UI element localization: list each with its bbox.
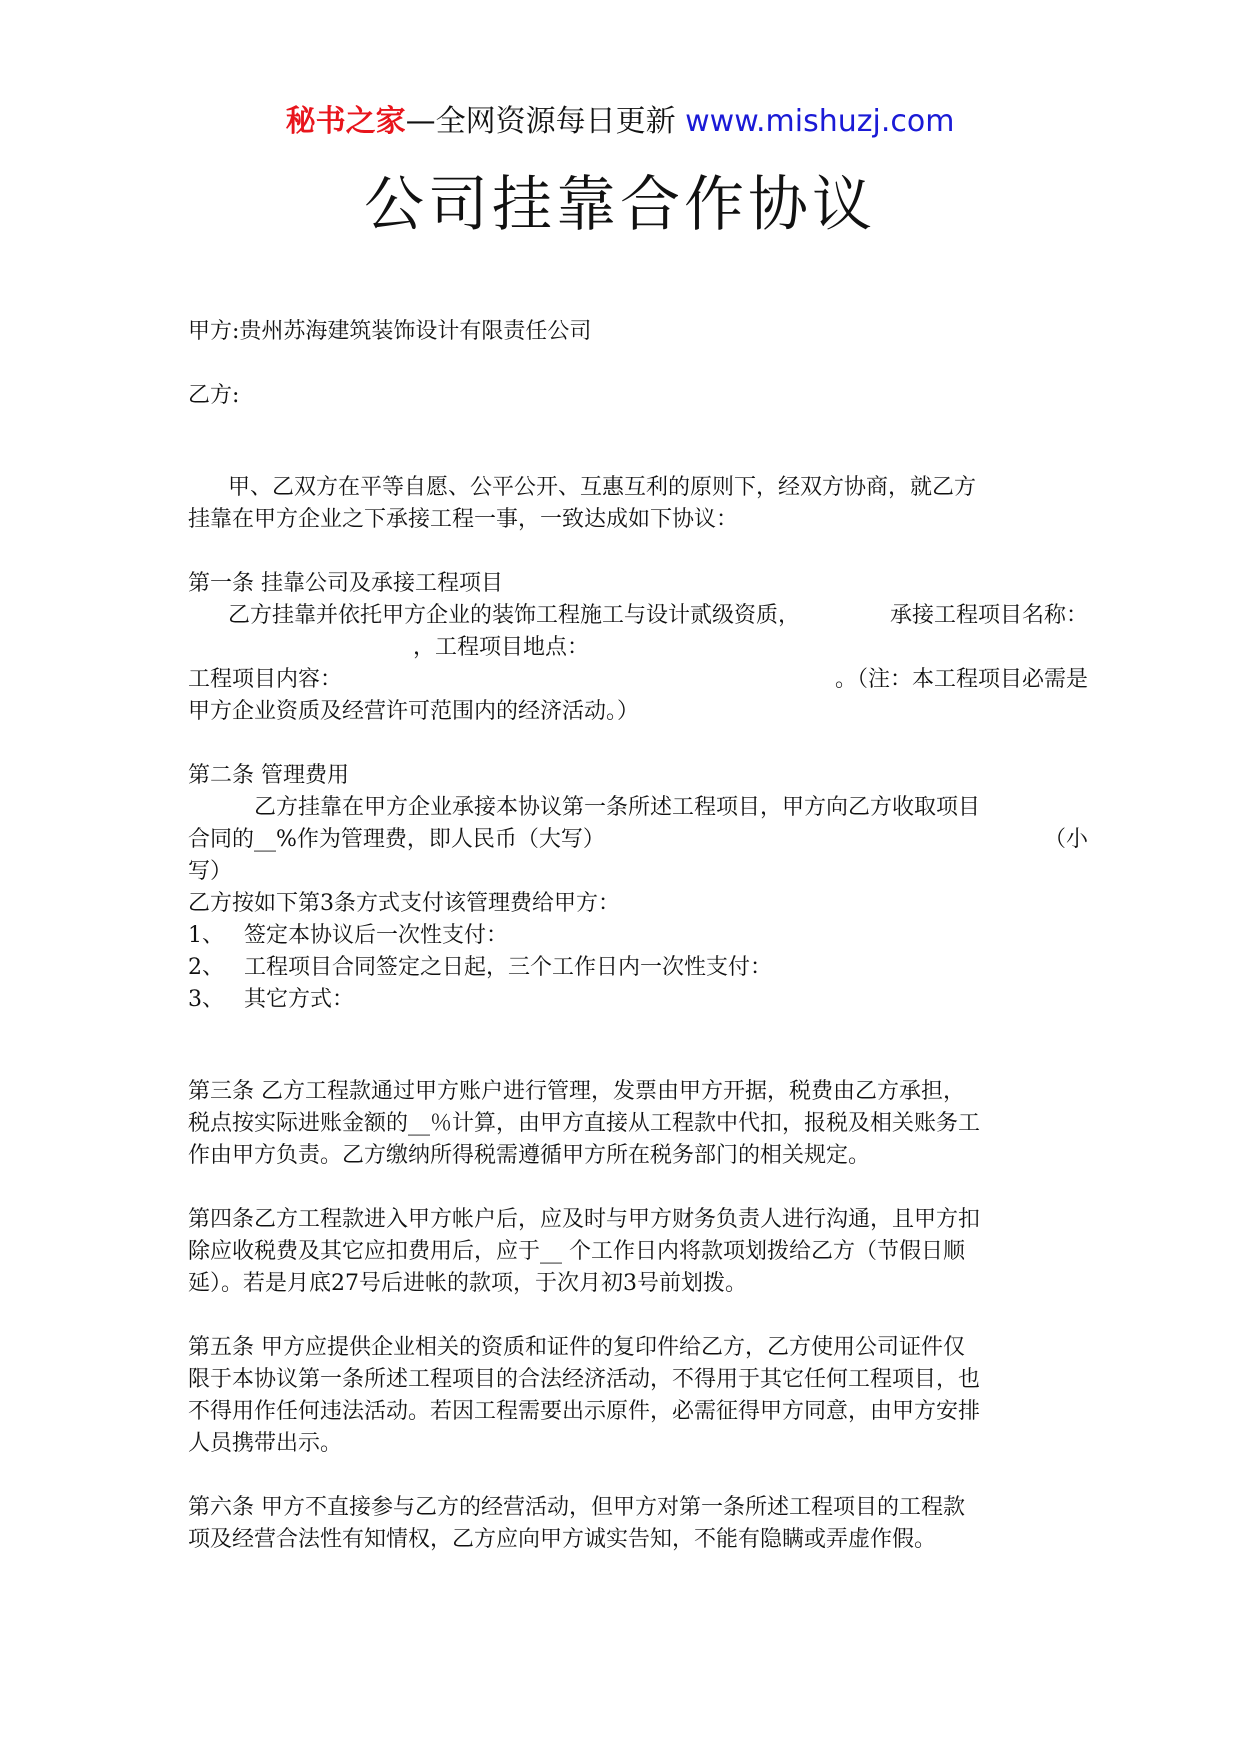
article5-line: 不得用作任何违法活动。若因工程需要出示原件，必需征得甲方同意，由甲方安排 bbox=[188, 1399, 981, 1424]
article4-line: 第四条乙方工程款进入甲方帐户后，应及时与甲方财务负责人进行沟通，且甲方扣 bbox=[188, 1207, 981, 1232]
intro-line: 甲、乙双方在平等自愿、公平公开、互惠互利的原则下，经双方协商，就乙方 bbox=[228, 475, 977, 500]
article1-line: ，工程项目地点： bbox=[413, 635, 590, 660]
list-text: 其它方式： bbox=[244, 987, 355, 1012]
article1-heading: 第一条 挂靠公司及承接工程项目 bbox=[188, 571, 503, 596]
article1-line bbox=[188, 600, 1088, 632]
list-number: 1、 bbox=[188, 923, 224, 948]
header-slogan: —全网资源每日更新 bbox=[405, 104, 686, 139]
article5-line: 人员携带出示。 bbox=[188, 1431, 343, 1456]
article3-line: 第三条 乙方工程款通过甲方账户进行管理，发票由甲方开据，税费由乙方承担， bbox=[188, 1079, 965, 1104]
article2-line: 乙方挂靠在甲方企业承接本协议第一条所述工程项目，甲方向乙方收取项目 bbox=[254, 795, 981, 820]
article1-text: 。（注：本工程项目必需是 bbox=[834, 667, 1088, 692]
article6-line: 第六条 甲方不直接参与乙方的经营活动，但甲方对第一条所述工程项目的工程款 bbox=[188, 1495, 965, 1520]
article2-line bbox=[188, 824, 1088, 856]
article2-text: （小 bbox=[1043, 827, 1088, 852]
list-item bbox=[188, 952, 1088, 984]
article1-text: 乙方挂靠并依托甲方企业的装饰工程施工与设计贰级资质， bbox=[228, 603, 801, 628]
article2-line: 乙方按如下第3条方式支付该管理费给甲方： bbox=[188, 891, 620, 916]
article1-line bbox=[188, 664, 1088, 696]
list-item bbox=[188, 920, 1088, 952]
list-number: 3、 bbox=[188, 987, 224, 1012]
article4-line: 除应收税费及其它应扣费用后，应于__ 个工作日内将款项划拨给乙方（节假日顺 bbox=[188, 1239, 965, 1264]
site-header bbox=[0, 100, 1240, 144]
article6-line: 项及经营合法性有知情权，乙方应向甲方诚实告知，不能有隐瞒或弄虚作假。 bbox=[188, 1527, 937, 1552]
document-title: 公司挂靠合作协议 bbox=[364, 170, 876, 240]
article5-line: 第五条 甲方应提供企业相关的资质和证件的复印件给乙方，乙方使用公司证件仅 bbox=[188, 1335, 965, 1360]
list-text: 签定本协议后一次性支付： bbox=[244, 923, 509, 948]
article1-text: 工程项目内容： bbox=[188, 667, 343, 692]
article2-heading: 第二条 管理费用 bbox=[188, 763, 349, 788]
article1-line: 甲方企业资质及经营许可范围内的经济活动。） bbox=[188, 699, 640, 724]
intro-line: 挂靠在甲方企业之下承接工程一事，一致达成如下协议： bbox=[188, 507, 739, 532]
article5-line: 限于本协议第一条所述工程项目的合法经济活动，不得用于其它任何工程项目，也 bbox=[188, 1367, 981, 1392]
list-text: 工程项目合同签定之日起，三个工作日内一次性支付： bbox=[244, 955, 773, 980]
article3-line: 税点按实际进账金额的__％计算，由甲方直接从工程款中代扣，报税及相关账务工 bbox=[188, 1111, 981, 1136]
document-body bbox=[188, 316, 1088, 1556]
party-b: 乙方: bbox=[188, 383, 240, 408]
article2-line: 写） bbox=[188, 859, 233, 884]
site-url[interactable]: www.mishuzj.com bbox=[685, 104, 955, 139]
article2-text: 合同的__%作为管理费，即人民币（大写） bbox=[188, 827, 605, 852]
article3-line: 作由甲方负责。乙方缴纳所得税需遵循甲方所在税务部门的相关规定。 bbox=[188, 1143, 871, 1168]
party-a: 甲方:贵州苏海建筑装饰设计有限责任公司 bbox=[188, 319, 592, 344]
article4-line: 延）。若是月底27号后进帐的款项，于次月初3号前划拨。 bbox=[188, 1271, 747, 1296]
brand-name: 秘书之家 bbox=[285, 104, 406, 139]
list-number: 2、 bbox=[188, 955, 224, 980]
list-item bbox=[188, 984, 1088, 1016]
article1-text: 承接工程项目名称： bbox=[889, 603, 1088, 628]
